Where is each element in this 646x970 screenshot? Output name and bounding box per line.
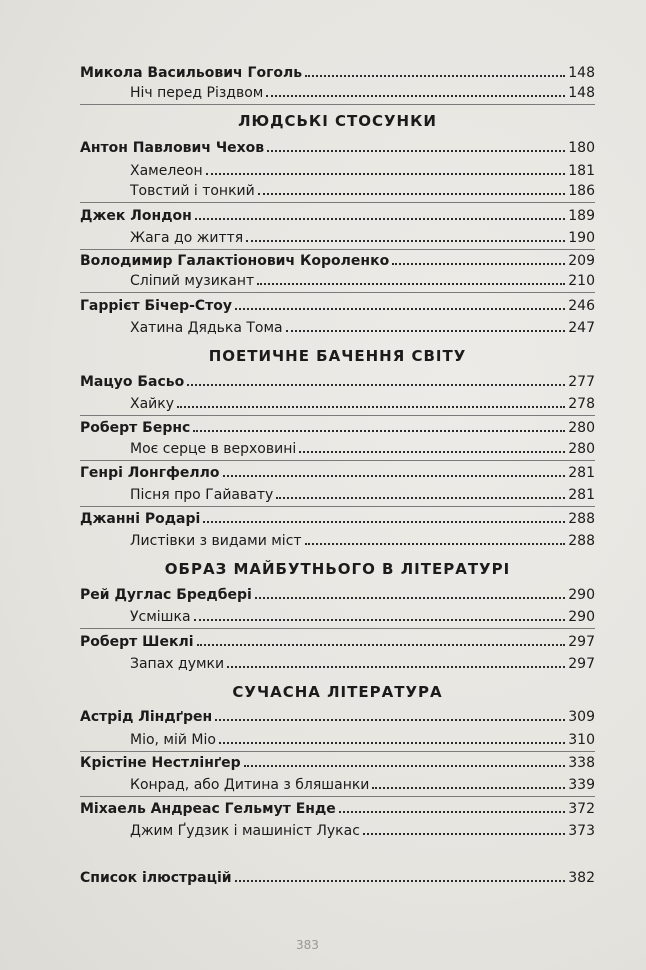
author-name: Генрі Лонгфелло [80, 465, 220, 481]
dot-leader [392, 262, 565, 265]
section-heading: ПОЕТИЧНЕ БАЧЕННЯ СВІТУ [208, 347, 467, 365]
author-name: Гаррієт Бічер-Стоу [80, 298, 233, 314]
toc-author-entry[interactable] [80, 869, 595, 887]
page-reference: 373 [568, 823, 595, 839]
page-reference: 281 [568, 487, 595, 503]
toc-author-entry[interactable] [80, 139, 595, 157]
toc-author-entry[interactable] [80, 510, 595, 528]
page-reference: 297 [568, 656, 595, 672]
dot-leader [203, 520, 565, 523]
work-title: Товстий і тонкий [130, 183, 255, 199]
page-reference: 190 [568, 230, 595, 246]
author-name: Володимир Галактіонович Короленко [80, 253, 390, 269]
dot-leader [246, 239, 565, 242]
toc-author-entry[interactable] [80, 419, 595, 437]
author-name: Крістіне Нестлінґер [80, 755, 241, 771]
work-title: Жага до життя [130, 230, 244, 246]
page-reference: 148 [568, 65, 595, 81]
author-name: Антон Павлович Чехов [80, 140, 265, 156]
work-title: Листівки з видами міст [130, 533, 302, 549]
page-reference: 247 [568, 320, 595, 336]
page-reference: 382 [568, 870, 595, 886]
toc-work-entry[interactable] [80, 655, 595, 673]
dot-leader [267, 149, 565, 152]
author-name: Міхаель Андреас Гельмут Енде [80, 801, 336, 817]
dot-leader [193, 429, 565, 432]
section-heading: ОБРАЗ МАЙБУТНЬОГО В ЛІТЕРАТУРІ [164, 560, 511, 578]
page-reference: 209 [568, 253, 595, 269]
dot-leader [223, 474, 566, 477]
toc-author-entry[interactable] [80, 64, 595, 82]
toc-author-entry[interactable] [80, 754, 595, 772]
toc-work-entry[interactable] [80, 486, 595, 504]
dot-leader [299, 450, 565, 453]
author-name: Рей Дуглас Бредбері [80, 587, 252, 603]
toc-work-entry[interactable] [80, 84, 595, 102]
dot-leader [187, 383, 565, 386]
toc-author-entry[interactable] [80, 207, 595, 225]
dot-leader [215, 718, 565, 721]
dot-leader [372, 786, 565, 789]
work-title: Сліпий музикант [130, 273, 255, 289]
dot-leader [235, 307, 565, 310]
page-reference: 148 [568, 85, 595, 101]
toc-author-entry[interactable] [80, 708, 595, 726]
section-heading: ЛЮДСЬКІ СТОСУНКИ [238, 112, 437, 130]
work-title: Усмішка [130, 609, 191, 625]
page-reference: 290 [568, 609, 595, 625]
divider [80, 628, 595, 629]
page-reference: 339 [568, 777, 595, 793]
toc-work-entry[interactable] [80, 776, 595, 794]
divider [80, 292, 595, 293]
toc-work-entry[interactable] [80, 440, 595, 458]
page-reference: 280 [568, 441, 595, 457]
work-title: Міо, мій Міо [130, 732, 216, 748]
work-title: Конрад, або Дитина з бляшанки [130, 777, 370, 793]
section-heading: СУЧАСНА ЛІТЕРАТУРА [232, 683, 443, 701]
dot-leader [227, 665, 565, 668]
author-name: Мацуо Басьо [80, 374, 185, 390]
page-reference: 277 [568, 374, 595, 390]
page-reference: 280 [568, 420, 595, 436]
author-name: Список ілюстрацій [80, 870, 232, 886]
work-title: Моє серце в верховині [130, 441, 297, 457]
dot-leader [177, 405, 565, 408]
dot-leader [255, 596, 565, 599]
toc-author-entry[interactable] [80, 586, 595, 604]
page-reference: 210 [568, 273, 595, 289]
page-reference: 297 [568, 634, 595, 650]
page-reference: 372 [568, 801, 595, 817]
work-title: Запах думки [130, 656, 225, 672]
toc-work-entry[interactable] [80, 608, 595, 626]
toc-work-entry[interactable] [80, 182, 595, 200]
work-title: Пісня про Гайавату [130, 487, 274, 503]
page-reference: 181 [568, 163, 595, 179]
dot-leader [244, 764, 566, 767]
toc-work-entry[interactable] [80, 319, 595, 337]
dot-leader [257, 282, 565, 285]
page-reference: 186 [568, 183, 595, 199]
toc-author-entry[interactable] [80, 633, 595, 651]
page-reference: 288 [568, 511, 595, 527]
work-title: Хатина Дядька Тома [130, 320, 283, 336]
toc-author-entry[interactable] [80, 252, 595, 270]
dot-leader [235, 879, 566, 882]
page-reference: 338 [568, 755, 595, 771]
dot-leader [219, 741, 565, 744]
divider [80, 202, 595, 203]
page-reference: 290 [568, 587, 595, 603]
author-name: Джанні Родарі [80, 511, 201, 527]
divider [80, 506, 595, 507]
page-reference: 309 [568, 709, 595, 725]
dot-leader [266, 94, 565, 97]
toc-work-entry[interactable] [80, 395, 595, 413]
dot-leader [305, 74, 565, 77]
work-title: Джим Ґудзик і машиніст Лукас [130, 823, 360, 839]
toc-work-entry[interactable] [80, 272, 595, 290]
toc-author-entry[interactable] [80, 297, 595, 315]
page-reference: 246 [568, 298, 595, 314]
divider [80, 460, 595, 461]
page-reference: 288 [568, 533, 595, 549]
dot-leader [194, 618, 566, 621]
divider [80, 104, 595, 105]
work-title: Ніч перед Різдвом [130, 85, 264, 101]
divider [80, 415, 595, 416]
dot-leader [305, 542, 566, 545]
toc-work-entry[interactable] [80, 532, 595, 550]
toc-work-entry[interactable] [80, 229, 595, 247]
toc-author-entry[interactable] [80, 373, 595, 391]
dot-leader [339, 810, 566, 813]
author-name: Астрід Ліндґрен [80, 709, 213, 725]
dot-leader [276, 496, 565, 499]
dot-leader [197, 643, 566, 646]
page-reference: 278 [568, 396, 595, 412]
author-name: Роберт Бернс [80, 420, 191, 436]
toc-work-entry[interactable] [80, 162, 595, 180]
author-name: Микола Васильович Гоголь [80, 65, 303, 81]
dot-leader [286, 329, 566, 332]
page-reference: 281 [568, 465, 595, 481]
dot-leader [258, 192, 566, 195]
dot-leader [195, 217, 565, 220]
toc-author-entry[interactable] [80, 800, 595, 818]
author-name: Джек Лондон [80, 208, 192, 224]
toc-work-entry[interactable] [80, 731, 595, 749]
toc-author-entry[interactable] [80, 464, 595, 482]
page-reference: 189 [568, 208, 595, 224]
page-number: 383 [296, 938, 319, 952]
divider [80, 249, 595, 250]
divider [80, 751, 595, 752]
dot-leader [363, 832, 565, 835]
author-name: Роберт Шеклі [80, 634, 194, 650]
page-reference: 310 [568, 732, 595, 748]
dot-leader [206, 172, 566, 175]
page-reference: 180 [568, 140, 595, 156]
toc-work-entry[interactable] [80, 822, 595, 840]
work-title: Хамелеон [130, 163, 203, 179]
divider [80, 796, 595, 797]
work-title: Хайку [130, 396, 175, 412]
